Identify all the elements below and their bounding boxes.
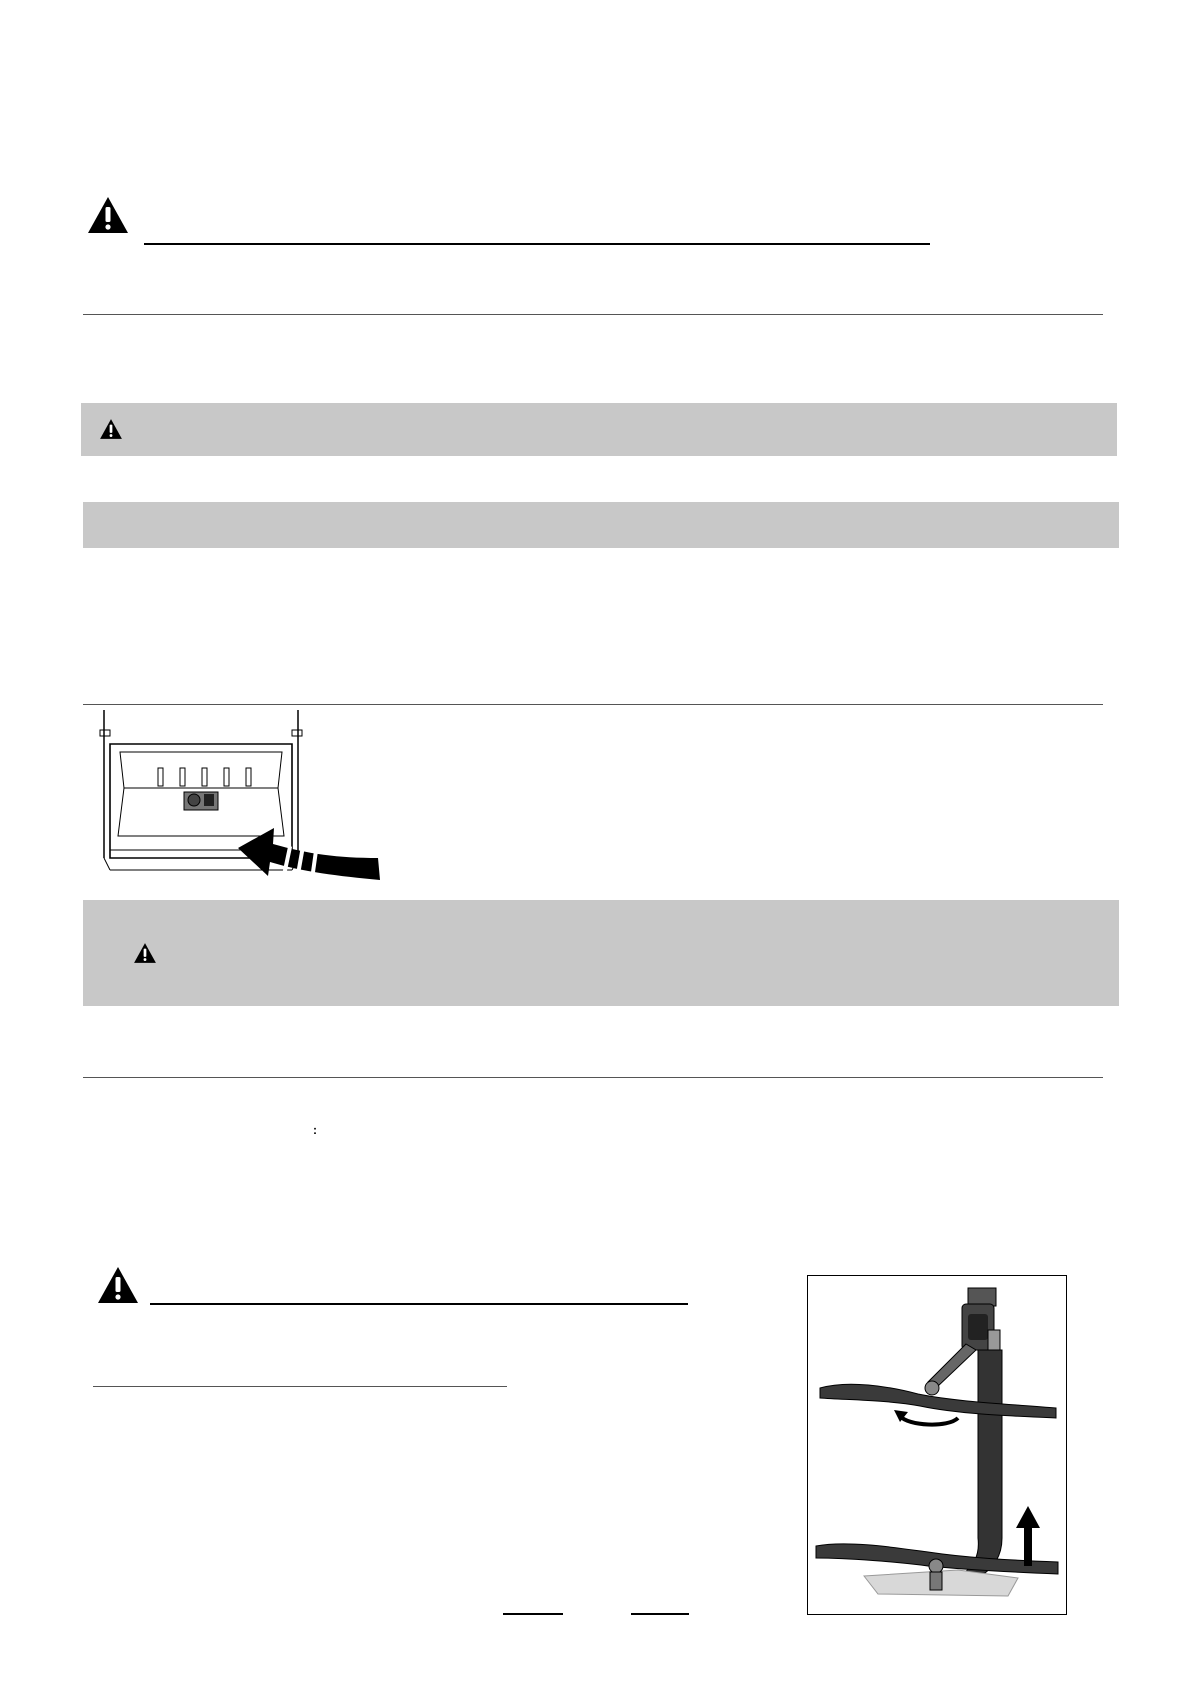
list-colon: : <box>313 1123 317 1137</box>
warning-icon-top <box>86 195 130 240</box>
warning-band <box>81 403 1117 456</box>
warning-band <box>83 900 1119 1006</box>
section-divider <box>83 314 1103 315</box>
inline-underline <box>503 1613 563 1615</box>
warning-icon-small <box>133 942 157 969</box>
warning-title-underline <box>144 243 930 245</box>
spray-arm-figure <box>807 1275 1067 1615</box>
info-band <box>83 502 1119 548</box>
section-divider <box>83 1077 1103 1078</box>
warning-icon-bottom <box>96 1265 140 1310</box>
subheading-underline <box>93 1386 507 1387</box>
dishwasher-tub-figure <box>88 708 393 892</box>
warning-title-underline <box>150 1303 688 1305</box>
warning-icon-small <box>99 418 123 445</box>
section-divider <box>83 704 1103 705</box>
inline-underline <box>631 1613 689 1615</box>
